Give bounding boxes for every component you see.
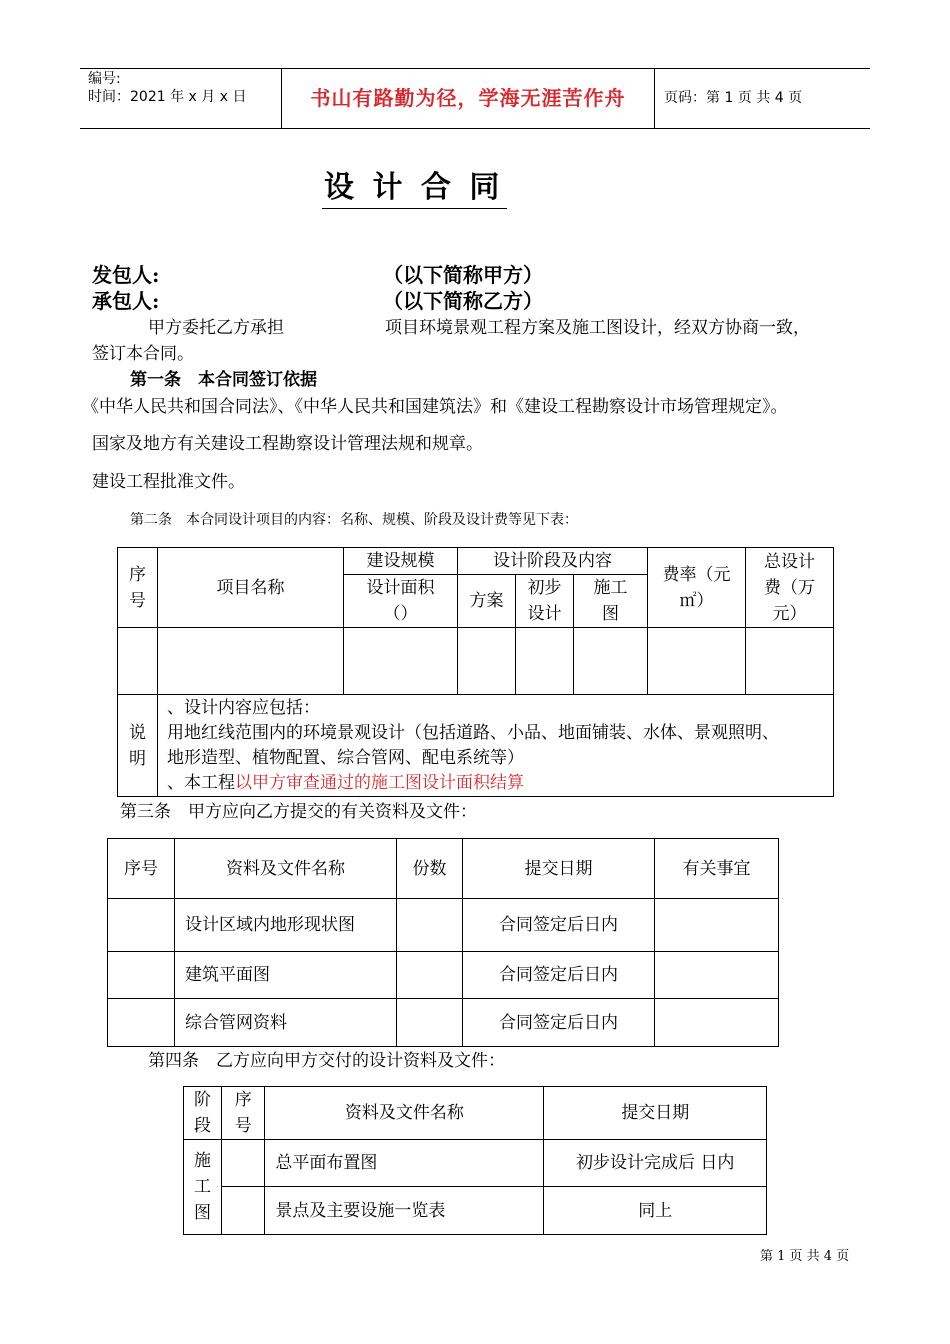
employer-note: （以下简称甲方） (383, 263, 543, 287)
table-cell (746, 628, 834, 695)
contractor-deliverables-table (183, 1086, 767, 1235)
row-seq (108, 952, 175, 999)
table-cell (458, 628, 516, 695)
design-items-table (117, 547, 834, 797)
row-copies (397, 952, 463, 999)
contractor-note: （以下简称乙方） (383, 289, 543, 313)
table-cell (118, 628, 158, 695)
table-row (108, 899, 779, 952)
article1-line-1: 《中华人民共和国合同法》、《中华人民共和国建筑法》和《建设工程勘察设计市场管理规定》。 (82, 397, 788, 417)
row-name: 设计区域内地形现状图 (175, 899, 397, 952)
row-date: 同上 (544, 1187, 767, 1235)
row-date: 合同签定后日内 (463, 952, 655, 999)
col-header-seq: 序号 (108, 839, 175, 899)
table-cell (344, 628, 458, 695)
table-row (118, 628, 834, 695)
page-footer: 第 1 页 共 4 页 (760, 1249, 850, 1264)
stage-cell: 施工图 (184, 1140, 222, 1235)
intro-part3: 签订本合同。 (92, 344, 194, 364)
article1-line-3: 建设工程批准文件。 (92, 472, 245, 492)
col-header-area: 设计面积（） (344, 575, 458, 628)
row-copies (397, 899, 463, 952)
table-row (108, 999, 779, 1047)
col-header-name: 项目名称 (158, 548, 344, 628)
employer-documents-table (107, 838, 779, 1047)
contractor-label: 承包人: (92, 289, 160, 313)
row-name: 总平面布置图 (265, 1140, 544, 1187)
col-header-prelim: 初步设计 (516, 575, 574, 628)
table-row (184, 1187, 767, 1235)
col-header-rate: 费率（元㎡） (648, 548, 746, 628)
col-header-copies: 份数 (397, 839, 463, 899)
row-seq (108, 899, 175, 952)
row-seq (222, 1140, 265, 1187)
employer-label: 发包人: (92, 263, 160, 287)
row-seq (222, 1187, 265, 1235)
note-line-1: 、设计内容应包括： (167, 697, 320, 718)
table-row (184, 1140, 767, 1187)
row-copies (397, 999, 463, 1047)
table-cell (574, 628, 648, 695)
page-title: 设 计 合 同 (322, 168, 507, 209)
note-line-3: 地形造型、植物配置、综合管网、配电系统等） (167, 747, 524, 768)
intro-part2: 项目环境景观工程方案及施工图设计，经双方协商一致， (385, 318, 810, 338)
col-header-scheme: 方案 (458, 575, 516, 628)
article1-title: 第一条 本合同签订依据 (130, 370, 317, 390)
header-page-info: 页码：第 1 页 共 4 页 (664, 90, 803, 106)
header-date: 时间：2021 年 x 月 x 日 (88, 89, 247, 105)
col-header-stage: 设计阶段及内容 (458, 548, 648, 575)
col-header-date: 提交日期 (463, 839, 655, 899)
row-date: 合同签定后日内 (463, 899, 655, 952)
row-name: 综合管网资料 (175, 999, 397, 1047)
col-header-seq: 序号 (118, 548, 158, 628)
table-cell (648, 628, 746, 695)
note-line-4-prefix: 、本工程 (167, 772, 235, 793)
article2-title: 第二条 本合同设计项目的内容：名称、规模、阶段及设计费等见下表： (130, 512, 578, 528)
row-note (655, 952, 779, 999)
row-date: 合同签定后日内 (463, 999, 655, 1047)
article3-title: 第三条 甲方应向乙方提交的有关资料及文件： (120, 802, 477, 822)
note-label: 说明 (118, 695, 158, 797)
row-seq (108, 999, 175, 1047)
row-date: 初步设计完成后 日内 (544, 1140, 767, 1187)
header-bottom-rule (80, 128, 870, 129)
col-header-scale: 建设规模 (344, 548, 458, 575)
article4-title: 第四条 乙方应向甲方交付的设计资料及文件： (148, 1051, 505, 1071)
col-header-notes: 有关事宜 (655, 839, 779, 899)
row-note (655, 999, 779, 1047)
row-name: 建筑平面图 (175, 952, 397, 999)
note-content (158, 695, 834, 797)
table-row (108, 952, 779, 999)
header-motto: 书山有路勤为径，学海无涯苦作舟 (310, 86, 626, 110)
note-line-2: 用地红线范围内的环境景观设计（包括道路、小品、地面铺装、水体、景观照明、 (167, 722, 779, 743)
header-code-label: 编号: (88, 71, 121, 87)
col-header-stage: 阶段 (184, 1087, 222, 1140)
col-header-date: 提交日期 (544, 1087, 767, 1140)
table-cell (158, 628, 344, 695)
row-name: 景点及主要设施一览表 (265, 1187, 544, 1235)
note-line-4-highlight: 以甲方审查通过的施工图设计面积结算 (235, 772, 524, 793)
row-note (655, 899, 779, 952)
col-header-seq: 序号 (222, 1087, 265, 1140)
col-header-name: 资料及文件名称 (265, 1087, 544, 1140)
header-divider-2 (654, 68, 655, 129)
table-cell (516, 628, 574, 695)
col-header-total: 总设计费（万元） (746, 548, 834, 628)
article1-line-2: 国家及地方有关建设工程勘察设计管理法规和规章。 (92, 434, 483, 454)
header-top-rule (80, 68, 870, 69)
col-header-name: 资料及文件名称 (175, 839, 397, 899)
note-line-4 (167, 771, 833, 796)
intro-part1: 甲方委托乙方承担 (148, 318, 284, 338)
col-header-construction: 施工图 (574, 575, 648, 628)
